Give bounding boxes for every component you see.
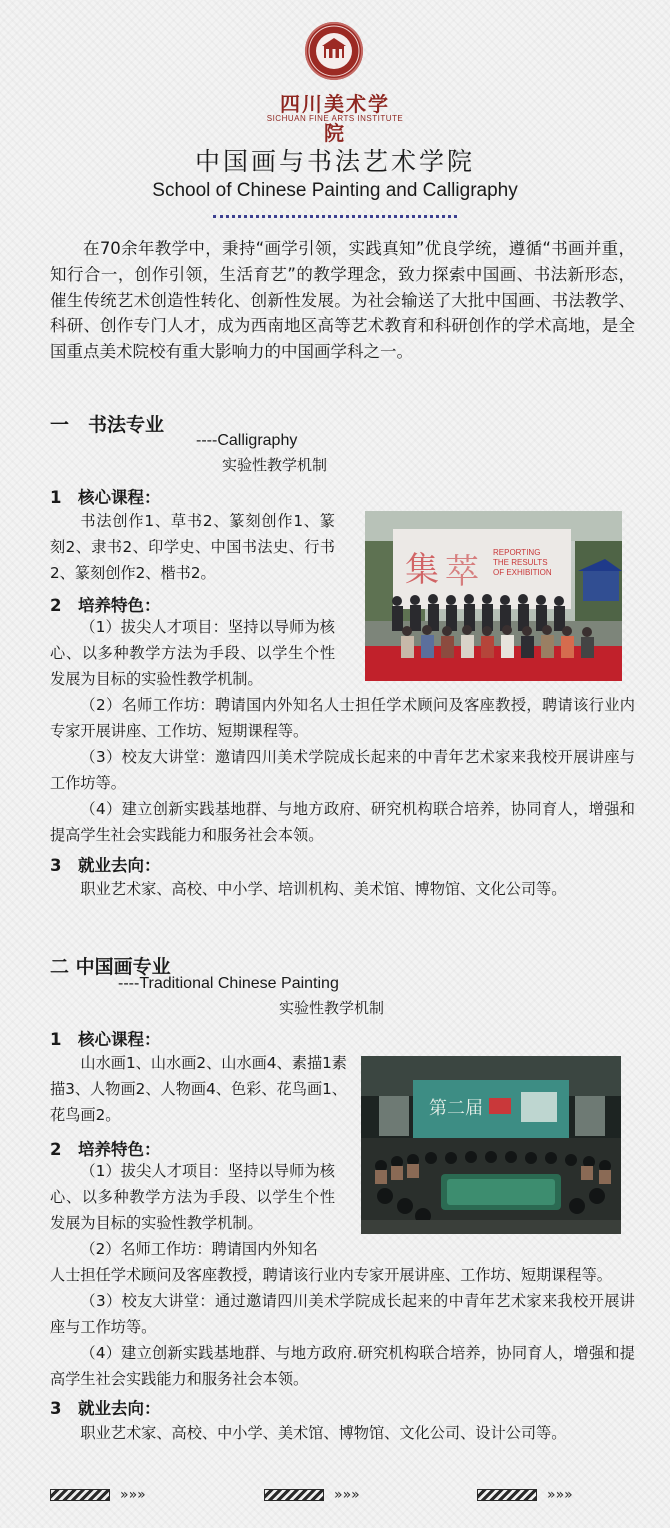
institute-seal-logo — [305, 22, 363, 80]
intro-paragraph: 在70余年教学中，秉持“画学引领，实践真知”优良学统，遵循“书画并重，知行合一，创作引领，生活育艺”的教学理念，致力探索中国画、书法新形态，催生传统艺术创造性转化、创新性发展。为社会输送了大批中国画、书法教学、科研、创作专门人才，成为西南地区高等艺术教育和科研创作的学术高地，是全国重点美术院校有重大影响力的中国画学科之一。 — [50, 239, 635, 362]
logo-text: 四川美术学院 — [280, 92, 390, 145]
section1-jobs-title: 3 就业去向： — [50, 856, 161, 875]
double-arrow-icon: »»» — [120, 1487, 146, 1503]
section2-mechanism: 实验性教学机制 — [279, 999, 385, 1017]
section1-feature-3: （3）校友大讲堂：邀请四川美术学院成长起来的中青年艺术家来我校开展讲座与工作坊等。 — [50, 748, 635, 792]
footer-decoration-center — [264, 1488, 386, 1502]
svg-text:OF EXHIBITION: OF EXHIBITION — [493, 568, 552, 577]
footer-decoration-left — [50, 1488, 172, 1502]
double-arrow-icon: »»» — [334, 1487, 360, 1503]
section2-title: 二 中国画专业 — [50, 956, 171, 978]
section2-feature-2b: 人士担任学术顾问及客座教授，聘请该行业内专家开展讲座、工作坊、短期课程等。 — [50, 1266, 612, 1284]
page-title: 中国画与书法艺术学院 — [194, 147, 475, 176]
svg-text:REPORTING: REPORTING — [493, 548, 541, 557]
section2-feature-2a: （2）名师工作坊：聘请国内外知名 — [80, 1240, 318, 1258]
footer-decoration-right — [477, 1488, 599, 1502]
section2-core-title: 1 核心课程： — [50, 1030, 161, 1049]
section1-feature-2: （2）名师工作坊：聘请国内外知名人士担任学术顾问及客座教授，聘请该行业内专家开展讲座、工作坊、短期课程等。 — [50, 696, 635, 740]
section2-feature-3: （3）校友大讲堂：通过邀请四川美术学院成长起来的中青年艺术家来我校开展讲座与工作坊等。 — [50, 1292, 635, 1336]
section2-feature-4: （4）建立创新实践基地群、与地方政府.研究机构联合培养，协同育人，增强和提高学生社会实践能力和服务社会本领。 — [50, 1344, 635, 1388]
section1-english: ----Calligraphy — [196, 432, 298, 449]
section1-jobs-text: 职业艺术家、高校、中小学、培训机构、美术馆、博物馆、文化公司等。 — [80, 880, 567, 898]
svg-text:THE RESULTS: THE RESULTS — [493, 558, 548, 567]
calligraphy-group-photo — [365, 511, 622, 681]
svg-text:第二届: 第二届 — [429, 1098, 483, 1119]
section1-mechanism: 实验性教学机制 — [222, 456, 328, 474]
section2-jobs-title: 3 就业去向： — [50, 1399, 161, 1418]
svg-text:萃: 萃 — [445, 552, 479, 592]
section1-feature-1: （1）拔尖人才项目：坚持以导师为核心、以多种教学方法为手段、以学生个性发展为目标的实验性教学机制。 — [50, 618, 335, 688]
page-subtitle: School of Chinese Painting and Calligraphy — [152, 180, 518, 201]
logo-english: SICHUAN FINE ARTS INSTITUTE — [266, 114, 404, 123]
section1-core-title: 1 核心课程： — [50, 488, 161, 507]
section2-features-title: 2 培养特色： — [50, 1140, 161, 1159]
double-arrow-icon: »»» — [547, 1487, 573, 1503]
dotted-divider — [213, 215, 457, 218]
section1-features-title: 2 培养特色： — [50, 596, 161, 615]
svg-text:集: 集 — [405, 550, 439, 590]
section1-feature-4: （4）建立创新实践基地群、与地方政府、研究机构联合培养，协同育人，增强和提高学生社会实践能力和服务社会本领。 — [50, 800, 635, 844]
chinese-painting-meeting-photo — [361, 1056, 621, 1234]
section2-feature-1: （1）拔尖人才项目：坚持以导师为核心、以多种教学方法为手段、以学生个性发展为目标的实验性教学机制。 — [50, 1162, 335, 1232]
section1-title: 一 书法专业 — [50, 414, 165, 436]
section1-core-text: 书法创作1、草书2、篆刻创作1、篆刻2、隶书2、印学史、中国书法史、行书2、篆刻创作2、楷书2。 — [50, 512, 335, 582]
section2-jobs-text: 职业艺术家、高校、中小学、美术馆、博物馆、文化公司、设计公司等。 — [80, 1424, 567, 1442]
section2-english: ----Traditional Chinese Painting — [118, 975, 339, 992]
section2-core-text: 山水画1、山水画2、山水画4、素描1素描3、人物画2、人物画4、色彩、花鸟画1、花鸟画2。 — [50, 1054, 347, 1124]
